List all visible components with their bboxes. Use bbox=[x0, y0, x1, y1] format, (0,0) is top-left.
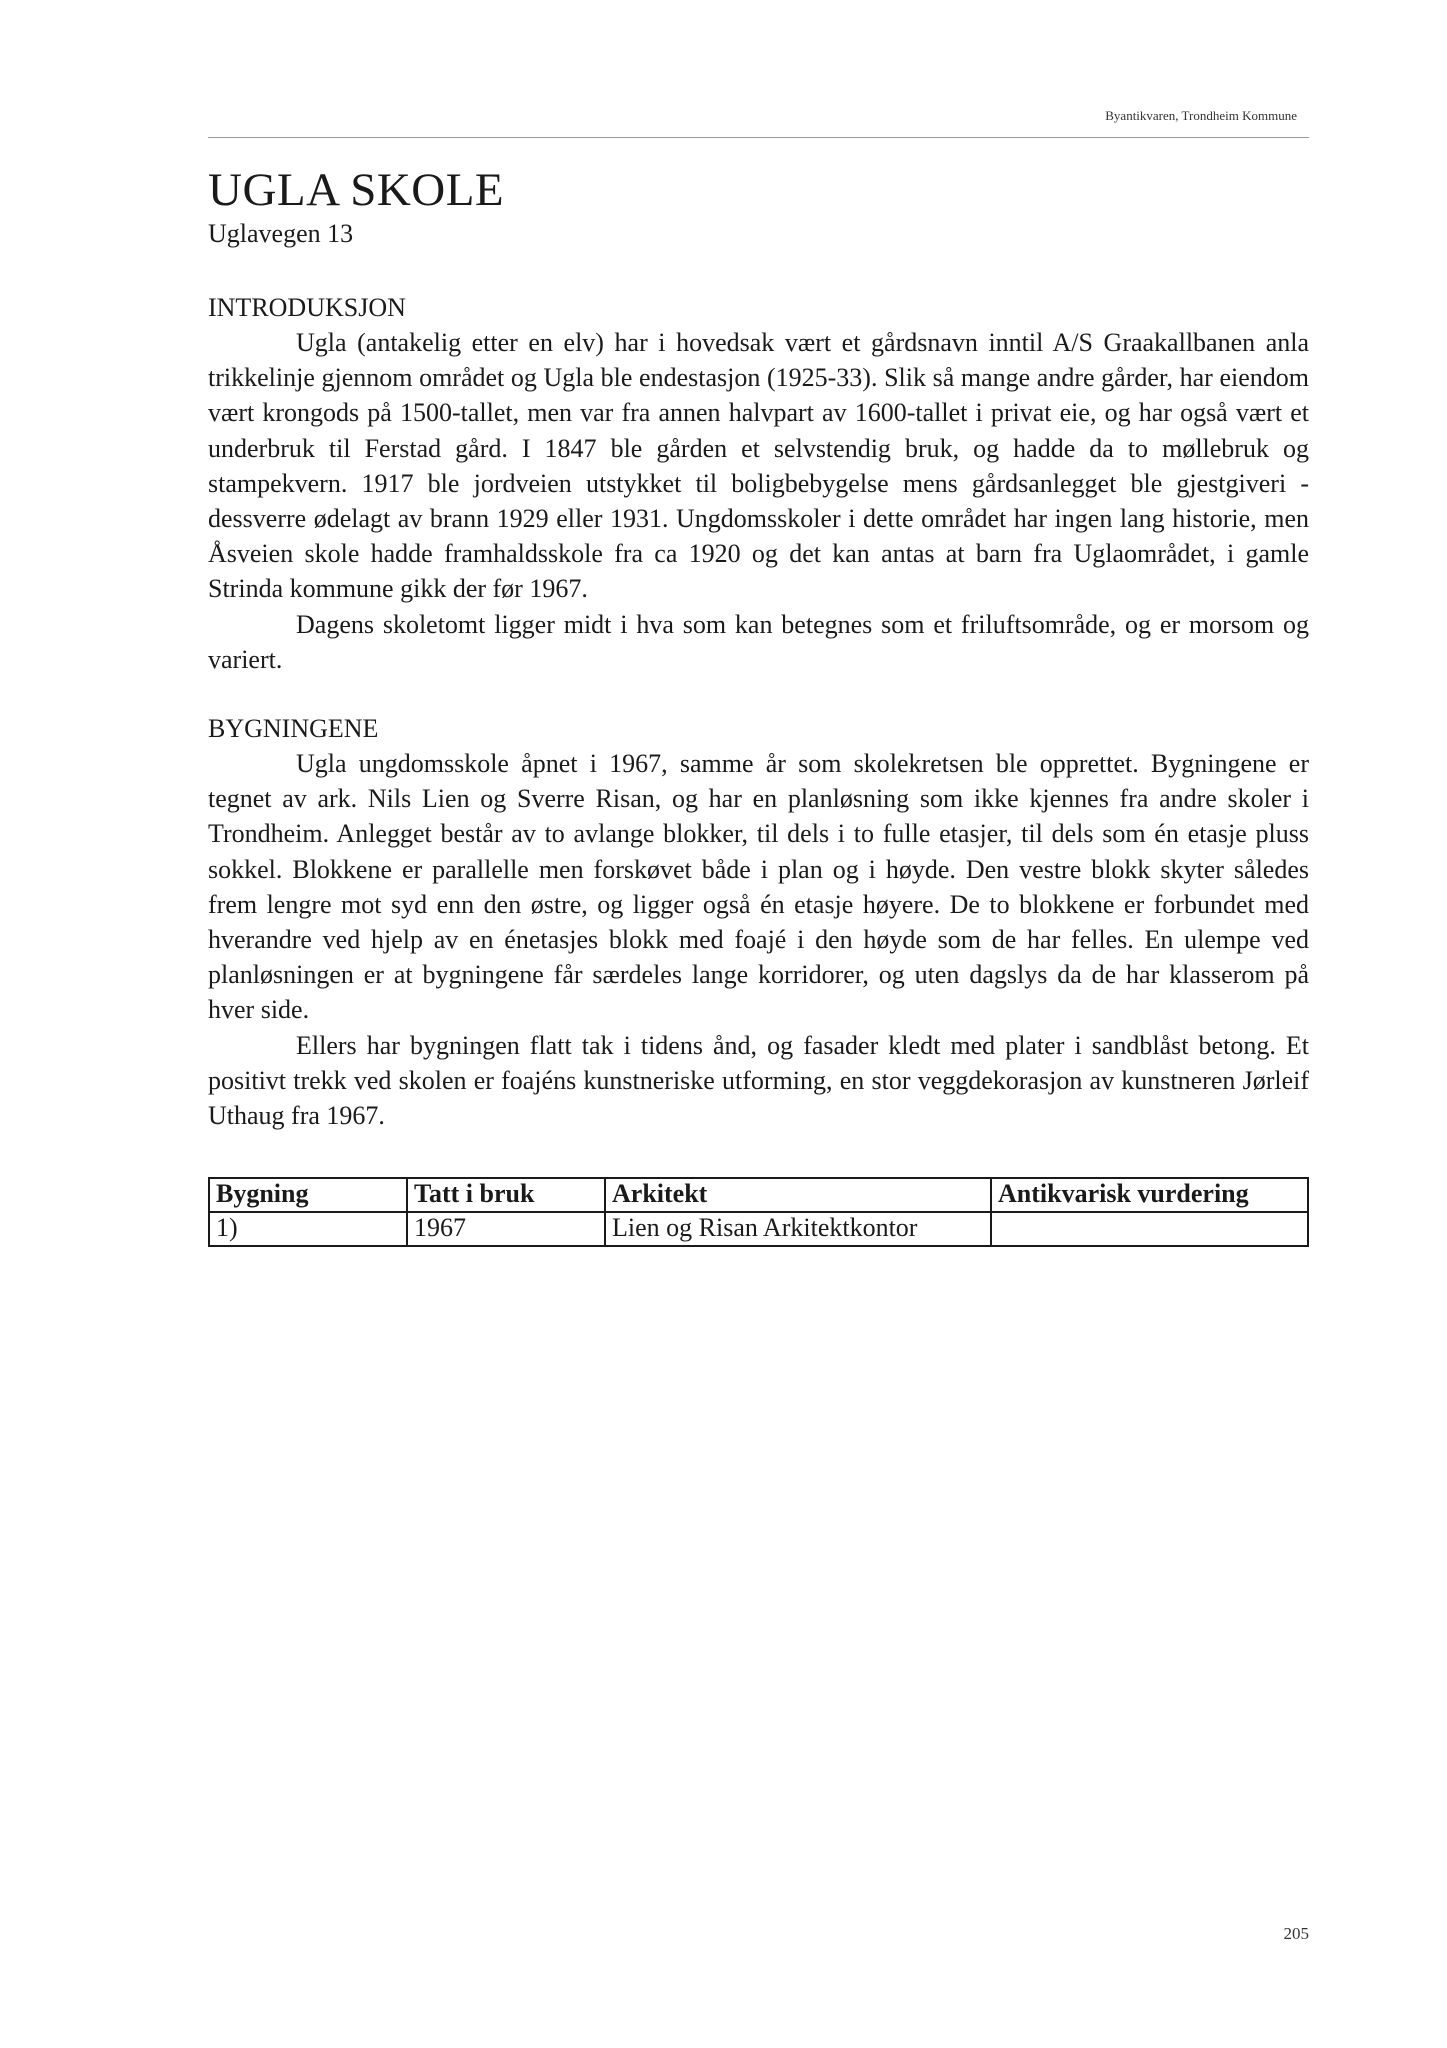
page-title: UGLA SKOLE bbox=[208, 164, 505, 216]
column-header-tatt-i-bruk: Tatt i bruk bbox=[407, 1178, 605, 1212]
table-header-row bbox=[209, 1178, 1308, 1212]
column-header-antikvarisk-vurdering: Antikvarisk vurdering bbox=[991, 1178, 1308, 1212]
section-heading: BYGNINGENE bbox=[208, 714, 379, 744]
address: Uglavegen 13 bbox=[208, 219, 354, 248]
running-header: Byantikvaren, Trondheim Kommune bbox=[1105, 108, 1297, 123]
table-cell: 1967 bbox=[407, 1212, 605, 1246]
buildings-table bbox=[208, 1177, 1309, 1247]
table-row bbox=[209, 1212, 1308, 1246]
paragraph: Ugla ungdomsskole åpnet i 1967, samme år som skolekretsen ble opprettet. Bygningene er tegnet av ark. Nils Lien og Sverre Risan, og har en planløsning som ikke kjennes fra andre skoler i Trondheim. Anlegget består av to avlange blokker, til dels i to fulle etasjer, til dels som én etasje pluss sokkel. Blokkene er parallelle men forskøvet både i plan og i høyde. Den vestre blokk skyter således frem lengre mot syd enn den østre, og ligger også én etasje høyere. De to blokkene er forbundet med hverandre ved hjelp av en énetasjes blokk med foajé i den høyde som de har felles. En ulempe ved planløsningen er at bygningene får særdeles lange korridorer, og uten dagslys da de har klasserom på hver side. bbox=[208, 749, 1309, 1025]
page-content bbox=[208, 162, 1309, 1247]
section-heading: INTRODUKSJON bbox=[208, 293, 406, 322]
page-number: 205 bbox=[1283, 1924, 1309, 1943]
table-cell bbox=[991, 1212, 1308, 1246]
header-divider bbox=[208, 137, 1309, 138]
section-bygningene bbox=[208, 711, 1309, 1133]
column-header-bygning: Bygning bbox=[209, 1178, 407, 1212]
paragraph: Dagens skoletomt ligger midt i hva som kan betegnes som et friluftsområde, og er morsom og variert. bbox=[208, 609, 1309, 674]
section-introduksjon bbox=[208, 290, 1309, 677]
table-cell: Lien og Risan Arkitektkontor bbox=[605, 1212, 991, 1246]
paragraph: Ellers har bygningen flatt tak i tidens ånd, og fasader kledt med plater i sandblåst betong. Et positivt trekk ved skolen er foajéns kunstneriske utforming, en stor veggdekorasjon av kunstneren Jørleif Uthaug fra 1967. bbox=[208, 1030, 1309, 1131]
table-cell: 1) bbox=[209, 1212, 407, 1246]
column-header-arkitekt: Arkitekt bbox=[605, 1178, 991, 1212]
paragraph: Ugla (antakelig etter en elv) har i hovedsak vært et gårdsnavn inntil A/S Graakallbanen anla trikkelinje gjennom området og Ugla ble endestasjon (1925-33). Slik så mange andre gårder, har eiendom vært krongods på 1500-tallet, men var fra annen halvpart av 1600-tallet i privat eie, og har også vært et underbruk til Ferstad gård. I 1847 ble gården et selvstendig bruk, og hadde da to møllebruk og stampekvern. 1917 ble jordveien utstykket til boligbebygelse mens gårdsanlegget ble gjestgiveri - dessverre ødelagt av brann 1929 eller 1931. Ungdomsskoler i dette området har ingen lang historie, men Åsveien skole hadde framhaldsskole fra ca 1920 og det kan antas at barn fra Uglaområdet, i gamle Strinda kommune gikk der før 1967. bbox=[208, 328, 1309, 604]
